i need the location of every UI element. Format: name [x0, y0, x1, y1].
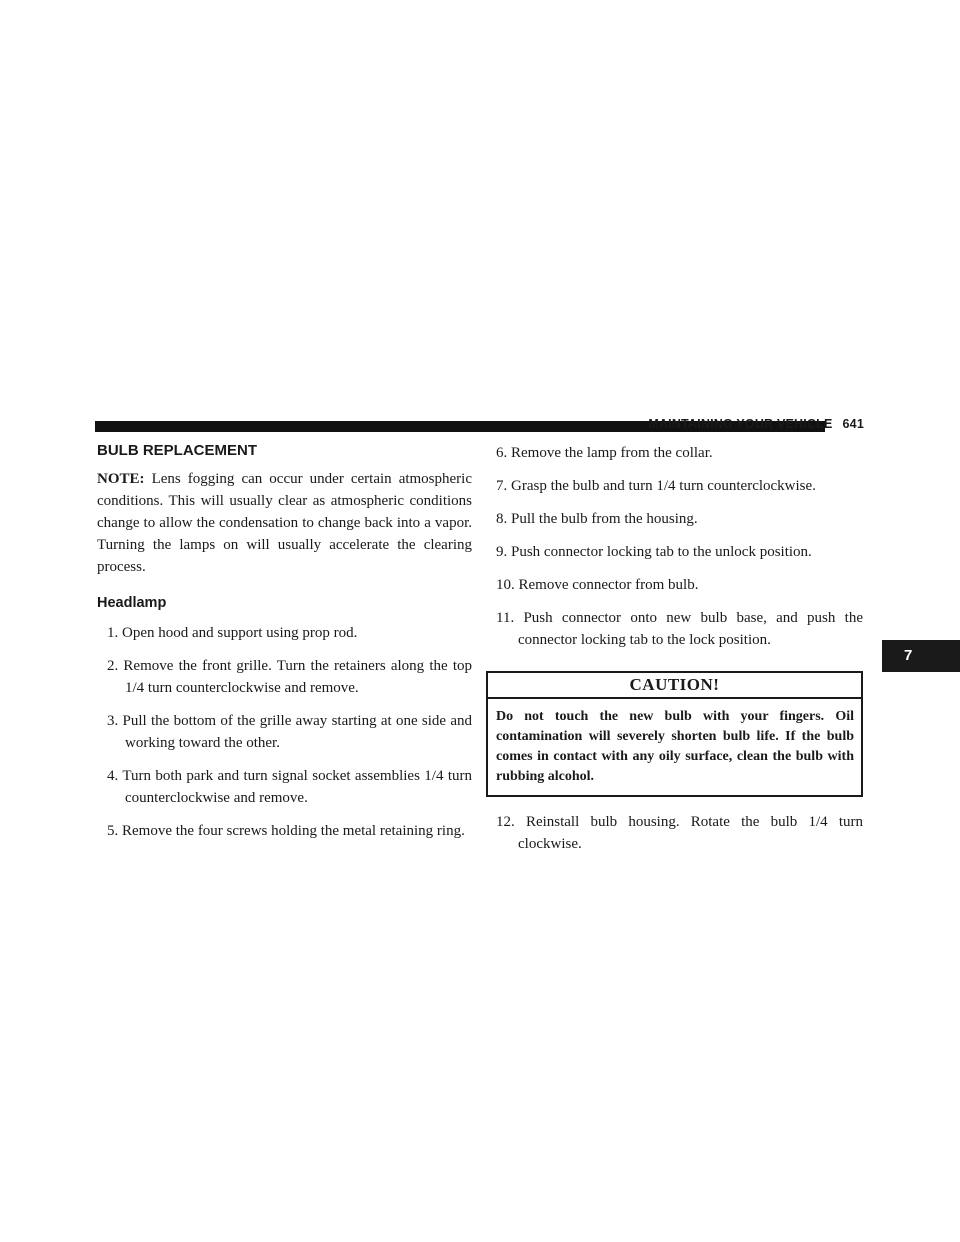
- caution-box: [486, 671, 863, 797]
- list-item: 5. Remove the four screws holding the metal retaining ring.: [107, 823, 465, 839]
- list-item: 12. Reinstall bulb housing. Rotate the bulb 1/4 turn clockwise.: [496, 814, 863, 852]
- steps-list-right: [486, 442, 863, 651]
- list-item: 11. Push connector onto new bulb base, and push the connector locking tab to the lock position.: [496, 610, 863, 648]
- steps-list-left: [97, 622, 472, 842]
- list-item: 7. Grasp the bulb and turn 1/4 turn counterclockwise.: [496, 478, 816, 494]
- page-number: 641: [842, 417, 864, 431]
- list-item: 1. Open hood and support using prop rod.: [107, 625, 358, 641]
- caution-title: CAUTION!: [488, 673, 861, 699]
- list-item: 8. Pull the bulb from the housing.: [496, 511, 698, 527]
- caution-body: Do not touch the new bulb with your fingers. Oil contamination will severely shorten bulb life. If the bulb comes in contact with any oily surface, clean the bulb with rubbing alcohol.: [496, 709, 854, 784]
- list-item: 2. Remove the front grille. Turn the retainers along the top 1/4 turn counterclockwise and remove.: [107, 658, 472, 696]
- list-item: 9. Push connector locking tab to the unlock position.: [496, 544, 812, 560]
- list-item: 6. Remove the lamp from the collar.: [496, 445, 713, 461]
- list-item: 4. Turn both park and turn signal socket assemblies 1/4 turn counterclockwise and remove.: [107, 768, 472, 806]
- list-item: 10. Remove connector from bulb.: [496, 577, 699, 593]
- note-text: Lens fogging can occur under certain atmospheric conditions. This will usually clear as atmospheric conditions change to allow the condensation to change back into a vapor. Turning the lamps on will usually accelerate the clearing process.: [97, 471, 473, 575]
- subheading-headlamp: Headlamp: [97, 595, 167, 611]
- chapter-tab: 7: [882, 640, 960, 672]
- list-item: 3. Pull the bottom of the grille away starting at one side and working toward the other.: [107, 713, 472, 751]
- note-paragraph: [97, 468, 472, 578]
- section-heading: BULB REPLACEMENT: [97, 442, 257, 459]
- section-title: MAINTAINING YOUR VEHICLE: [648, 417, 833, 431]
- steps-list-right-after: [486, 811, 863, 855]
- right-column: [486, 442, 863, 866]
- left-column: [97, 442, 472, 853]
- note-label: NOTE:: [97, 471, 145, 487]
